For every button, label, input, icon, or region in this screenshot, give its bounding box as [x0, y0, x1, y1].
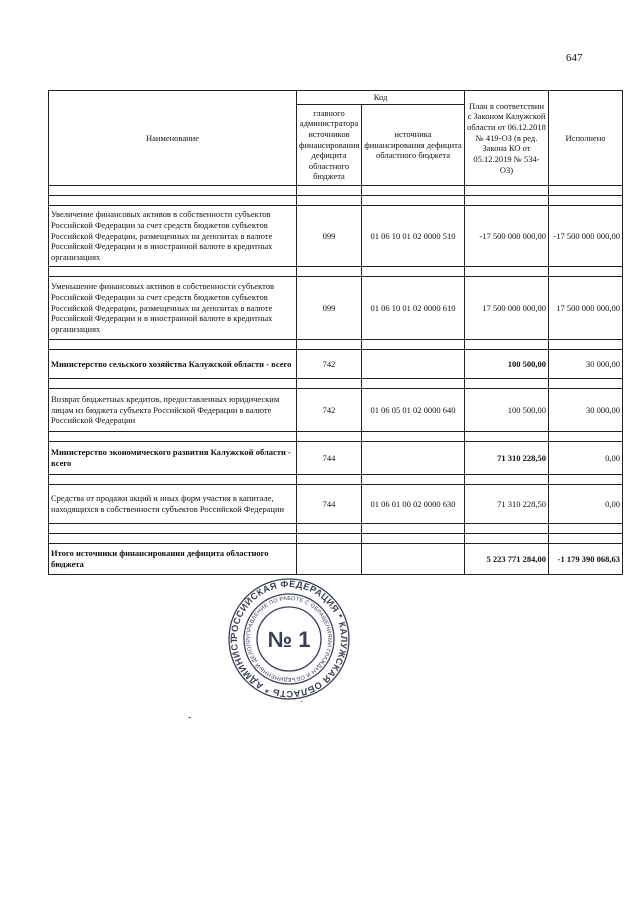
spacer-cell [297, 340, 362, 350]
spacer-cell [465, 196, 549, 206]
spacer-cell [49, 524, 297, 534]
spacer-cell [465, 524, 549, 534]
row-source-code: 01 06 10 01 02 0000 610 [362, 277, 465, 340]
header-code: Код [297, 91, 465, 105]
spacer-cell [49, 340, 297, 350]
spacer-row [49, 534, 623, 544]
spacer-cell [362, 267, 465, 277]
spacer-row [49, 186, 623, 196]
header-name: Наименование [49, 91, 297, 186]
spacer-cell [362, 534, 465, 544]
row-admin-code: 744 [297, 485, 362, 524]
total-executed: -1 179 390 068,63 [549, 544, 623, 575]
header-executed: Исполнено [549, 91, 623, 186]
spacer-cell [297, 432, 362, 442]
spacer-cell [297, 534, 362, 544]
row-admin-code: 099 [297, 277, 362, 340]
spacer-cell [362, 340, 465, 350]
table-row [49, 350, 623, 379]
spacer-cell [49, 475, 297, 485]
spacer-cell [549, 524, 623, 534]
spacer-cell [362, 432, 465, 442]
seal-center-text: № 1 [267, 627, 311, 652]
spacer-row [49, 340, 623, 350]
table-row [49, 277, 623, 340]
row-plan: 100 500,00 [465, 350, 549, 379]
header-plan: План в соответствии с Законом Калужской области от 06.12.2018 № 419-ОЗ (в ред. Закона КО от 05.12.2019 № 534-ОЗ) [465, 91, 549, 186]
spacer-cell [362, 379, 465, 389]
row-admin-code: 742 [297, 389, 362, 432]
spacer-row [49, 267, 623, 277]
row-executed: -17 500 000 000,00 [549, 206, 623, 267]
row-source-code: 01 06 10 01 02 0000 510 [362, 206, 465, 267]
row-source-code: 01 06 05 01 02 0000 640 [362, 389, 465, 432]
header-row [49, 91, 623, 105]
spacer-cell [465, 186, 549, 196]
header-admin: главного администратора источников финансирования дефицита областного бюджета [297, 104, 362, 185]
spacer-cell [297, 379, 362, 389]
row-name: Возврат бюджетных кредитов, предоставленных юридическим лицам из бюджета субъекта Российской Федерации в валюте Российской Федерации [49, 389, 297, 432]
table-row [49, 485, 623, 524]
total-row [49, 544, 623, 575]
total-name: Итого источники финансирования дефицита областного бюджета [49, 544, 297, 575]
stray-mark: · [300, 697, 304, 708]
spacer-cell [297, 475, 362, 485]
spacer-cell [465, 267, 549, 277]
spacer-cell [465, 475, 549, 485]
row-plan: -17 500 000 000,00 [465, 206, 549, 267]
row-admin-code: 099 [297, 206, 362, 267]
spacer-cell [297, 524, 362, 534]
spacer-cell [549, 186, 623, 196]
spacer-cell [549, 196, 623, 206]
spacer-cell [49, 379, 297, 389]
spacer-cell [297, 267, 362, 277]
spacer-cell [297, 196, 362, 206]
row-source-code: 01 06 01 00 02 0000 630 [362, 485, 465, 524]
spacer-cell [49, 534, 297, 544]
table-row [49, 442, 623, 475]
spacer-row [49, 524, 623, 534]
spacer-cell [549, 475, 623, 485]
row-name: Увеличение финансовых активов в собственности субъектов Российской Федерации за счет средств бюджетов субъектов Российской Федерации, размещенных на депозитах в валюте Российской Федерации и в иностранной валюте в кредитных организациях [49, 206, 297, 267]
spacer-cell [465, 379, 549, 389]
row-executed: 30 000,00 [549, 389, 623, 432]
total-plan: 5 223 771 284,00 [465, 544, 549, 575]
stray-mark: - [188, 712, 192, 723]
spacer-row [49, 379, 623, 389]
row-name: Министерство экономического развития Калужской области - всего [49, 442, 297, 475]
header-source: источника финансирования дефицита областного бюджета [362, 104, 465, 185]
table-row [49, 206, 623, 267]
spacer-cell [297, 186, 362, 196]
spacer-cell [465, 432, 549, 442]
row-executed: 17 500 000 000,00 [549, 277, 623, 340]
seal-inner-text: УПРАВЛЕНИЕ ПО РАБОТЕ С ОБРАЩЕНИЯМИ ГРАЖДАН И ОБЪЕДИНЕННЫЙ ДЕЛОПР [245, 595, 333, 683]
spacer-cell [49, 186, 297, 196]
spacer-cell [465, 340, 549, 350]
spacer-cell [49, 432, 297, 442]
row-source-code [362, 442, 465, 475]
page-number: 647 [566, 52, 583, 64]
empty-cell [297, 544, 362, 575]
spacer-cell [549, 340, 623, 350]
row-name: Уменьшение финансовых активов в собственности субъектов Российской Федерации за счет средств бюджетов субъектов Российской Федерации, размещенных на депозитах в валюте Российской Федерации и в иностранной валюте в кредитных организациях [49, 277, 297, 340]
row-executed: 0,00 [549, 485, 623, 524]
spacer-cell [362, 196, 465, 206]
row-plan: 71 310 228,50 [465, 485, 549, 524]
spacer-cell [362, 524, 465, 534]
spacer-cell [549, 534, 623, 544]
empty-cell [362, 544, 465, 575]
spacer-cell [49, 267, 297, 277]
row-plan: 17 500 000 000,00 [465, 277, 549, 340]
seal-graphic [227, 577, 351, 701]
row-admin-code: 742 [297, 350, 362, 379]
spacer-cell [549, 432, 623, 442]
seal-outer-text: РОССИЙСКАЯ ФЕДЕРАЦИЯ * КАЛУЖСКАЯ ОБЛАСТЬ * АДМИНИСТ [228, 578, 350, 700]
row-name: Министерство сельского хозяйства Калужской области - всего [49, 350, 297, 379]
spacer-cell [465, 534, 549, 544]
spacer-row [49, 432, 623, 442]
row-admin-code: 744 [297, 442, 362, 475]
spacer-cell [549, 267, 623, 277]
spacer-cell [362, 475, 465, 485]
official-seal [227, 577, 351, 701]
spacer-cell [362, 186, 465, 196]
row-plan: 71 310 228,50 [465, 442, 549, 475]
spacer-cell [549, 379, 623, 389]
spacer-row [49, 475, 623, 485]
financing-sources-table [48, 90, 623, 575]
row-executed: 30 000,00 [549, 350, 623, 379]
row-name: Средства от продажи акций и иных форм участия в капитале, находящихся в собственности субъектов Российской Федерации [49, 485, 297, 524]
row-plan: 100 500,00 [465, 389, 549, 432]
row-source-code [362, 350, 465, 379]
spacer-row [49, 196, 623, 206]
spacer-cell [49, 196, 297, 206]
table-row [49, 389, 623, 432]
row-executed: 0,00 [549, 442, 623, 475]
